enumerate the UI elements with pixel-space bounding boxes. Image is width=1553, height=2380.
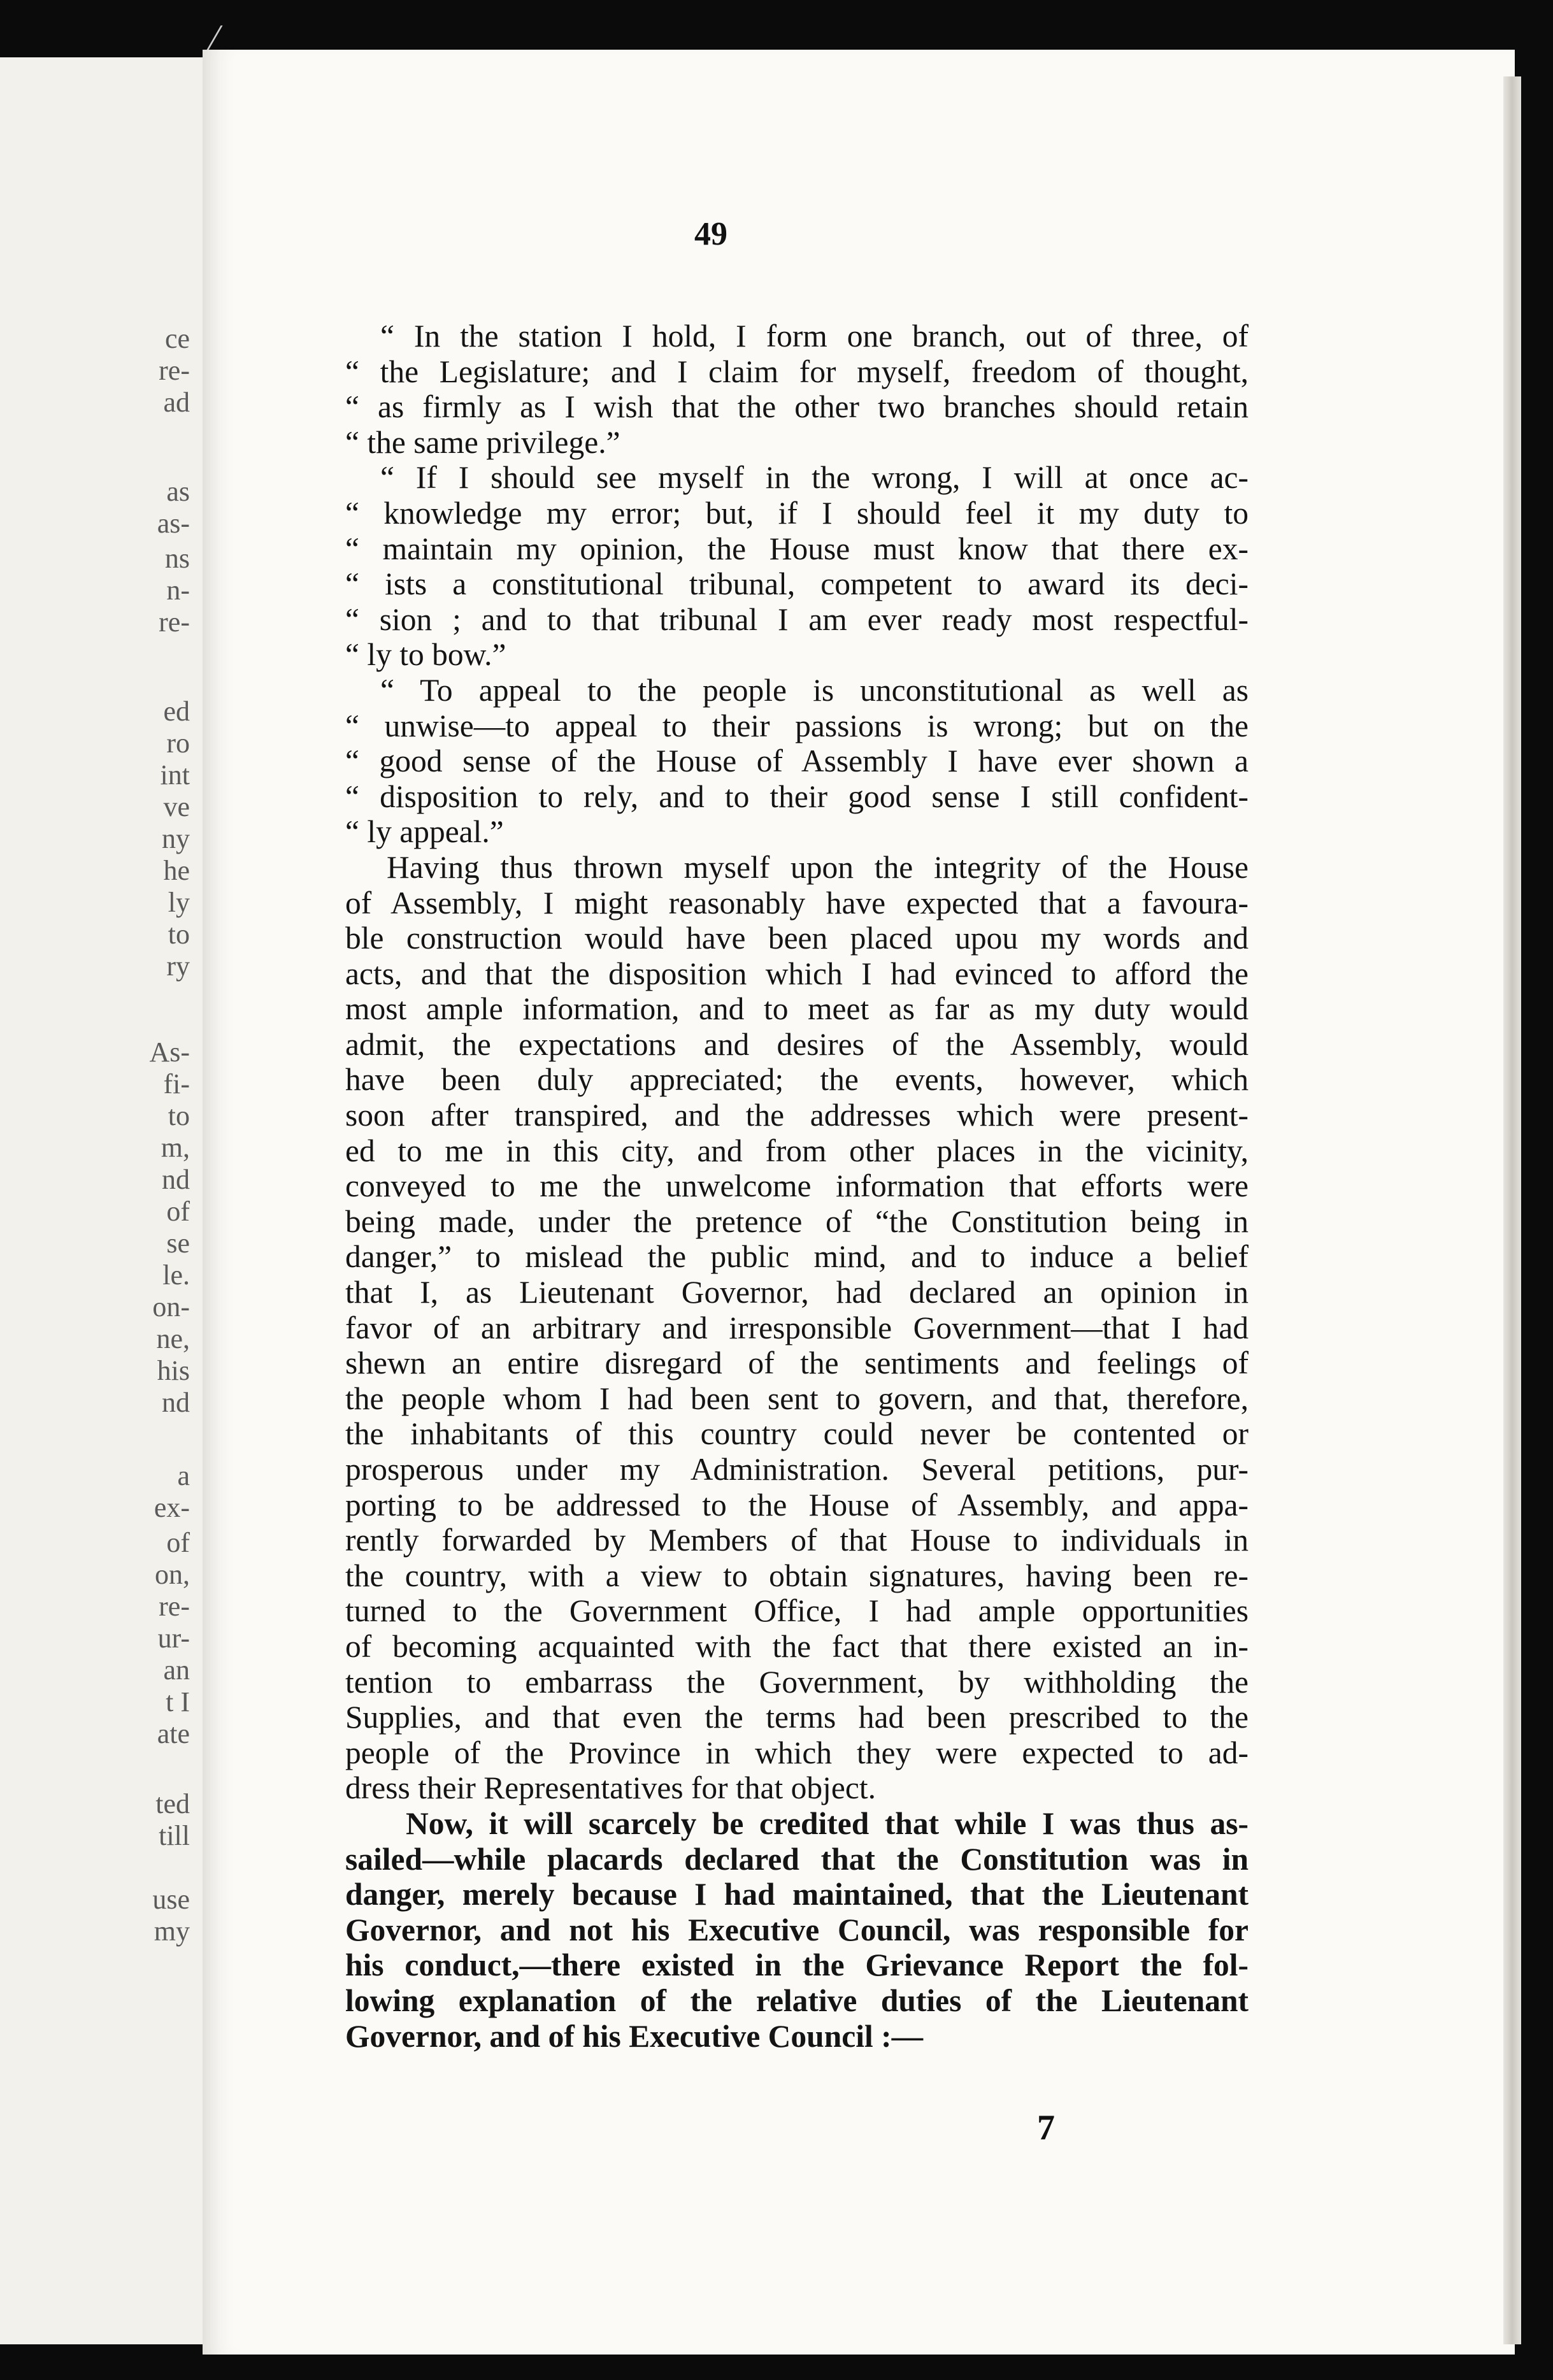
margin-fragment: my [154, 1916, 190, 1947]
margin-fragment: his [157, 1355, 190, 1386]
margin-fragment: on- [152, 1291, 190, 1323]
margin-fragment: ro [166, 728, 190, 759]
text-line: being made, under the pretence of “the Constitution being in [345, 1203, 1249, 1239]
margin-fragment: to [168, 1100, 190, 1131]
margin-fragment: ns [164, 543, 190, 574]
margin-fragment: m, [161, 1132, 190, 1163]
margin-fragment: ex- [154, 1492, 190, 1523]
margin-fragment: till [159, 1820, 190, 1851]
margin-fragment: ne, [156, 1323, 190, 1354]
page-body-text [345, 319, 1249, 2054]
text-line: rently forwarded by Members of that House to individuals in [345, 1523, 1249, 1558]
margin-fragment: as [166, 476, 190, 507]
margin-fragment: an [163, 1654, 190, 1686]
text-line: “ the Legislature; and I claim for myself, freedom of thought, [345, 354, 1249, 389]
text-line: the inhabitants of this country could never be contented or [345, 1416, 1249, 1452]
margin-fragment: use [152, 1884, 190, 1915]
text-line: sailed—while placards declared that the Constitution was in [345, 1841, 1249, 1877]
margin-fragment: fi- [163, 1068, 190, 1100]
text-line: “ ly appeal.” [345, 814, 504, 850]
facing-page-edge [0, 57, 203, 2344]
text-line: “ If I should see myself in the wrong, I will at once ac- [380, 460, 1249, 496]
margin-fragment: As- [149, 1036, 190, 1068]
margin-fragment: ry [166, 950, 190, 982]
margin-fragment: ly [168, 887, 190, 918]
text-line: porting to be addressed to the House of Assembly, and appa- [345, 1487, 1249, 1523]
margin-fragment: nd [162, 1387, 190, 1418]
page-number: 49 [694, 216, 727, 252]
text-line: “ the same privilege.” [345, 424, 620, 460]
margin-fragment: of [166, 1196, 190, 1227]
text-line: prosperous under my Administration. Several petitions, pur- [345, 1452, 1249, 1487]
text-line: ed to me in this city, and from other places in the vicinity, [345, 1133, 1249, 1168]
text-line: “ In the station I hold, I form one branch, out of three, of [380, 319, 1249, 354]
text-line: shewn an entire disregard of the sentiments and feelings of [345, 1345, 1249, 1381]
signature-mark: 7 [1037, 2108, 1055, 2147]
margin-fragment: ted [155, 1788, 190, 1819]
text-line: “ ly to bow.” [345, 637, 506, 673]
text-line: most ample information, and to meet as far as my duty would [345, 991, 1249, 1027]
text-line: turned to the Government Office, I had ample opportunities [345, 1593, 1249, 1629]
text-line: danger, merely because I had maintained, that the Lieutenant [345, 1877, 1249, 1912]
text-line: the country, with a view to obtain signatures, having been re- [345, 1558, 1249, 1593]
margin-fragment: le. [162, 1259, 190, 1291]
margin-fragment: a [177, 1460, 190, 1491]
margin-fragment: on, [155, 1559, 190, 1590]
text-line: Having thus thrown myself upon the integrity of the House [387, 849, 1249, 885]
text-line: dress their Representatives for that object. [345, 1770, 876, 1806]
scan-artifact [206, 25, 248, 51]
margin-fragment: ce [164, 323, 190, 354]
margin-fragment: int [160, 759, 190, 791]
text-line: “ ists a constitutional tribunal, competent to award its deci- [345, 566, 1249, 602]
margin-fragment: ad [163, 387, 190, 418]
margin-fragment: of [166, 1527, 190, 1558]
margin-fragment: re- [159, 1591, 190, 1622]
margin-fragment: nd [162, 1164, 190, 1195]
text-line: that I, as Lieutenant Governor, had declared an opinion in [345, 1275, 1249, 1310]
margin-fragment: ed [163, 696, 190, 727]
text-line: admit, the expectations and desires of the Assembly, would [345, 1026, 1249, 1062]
text-line: Supplies, and that even the terms had been prescribed to the [345, 1700, 1249, 1735]
margin-fragment: ve [163, 791, 190, 822]
text-line: his conduct,—there existed in the Grievance Report the fol- [345, 1947, 1249, 1983]
margin-fragment: to [168, 919, 190, 950]
margin-fragment: n- [166, 575, 190, 606]
text-line: Governor, and not his Executive Council, was responsible for [345, 1912, 1249, 1947]
margin-fragment: he [163, 855, 190, 886]
text-line: favor of an arbitrary and irresponsible Government—that I had [345, 1310, 1249, 1345]
text-line: ble construction would have been placed upou my words and [345, 921, 1249, 956]
text-line: have been duly appreciated; the events, however, which [345, 1062, 1249, 1098]
text-line: lowing explanation of the relative duties of the Lieutenant [345, 1982, 1249, 2018]
text-line: “ sion ; and to that tribunal I am ever ready most respectful- [345, 601, 1249, 637]
text-line: “ To appeal to the people is unconstitutional as well as [380, 672, 1249, 708]
text-line: Governor, and of his Executive Council :— [345, 2018, 924, 2054]
margin-fragment: ur- [157, 1623, 190, 1654]
text-line: Now, it will scarcely be credited that while I was thus as- [406, 1805, 1249, 1841]
text-line: conveyed to me the unwelcome information that efforts were [345, 1168, 1249, 1204]
text-line: “ knowledge my error; but, if I should feel it my duty to [345, 495, 1249, 531]
text-line: the people whom I had been sent to govern, and that, therefore, [345, 1380, 1249, 1416]
text-line: “ as firmly as I wish that the other two branches should retain [345, 389, 1249, 425]
margin-fragment: ate [157, 1718, 190, 1749]
margin-fragment: re- [159, 355, 190, 386]
text-line: of becoming acquainted with the fact that there existed an in- [345, 1628, 1249, 1664]
text-line: “ disposition to rely, and to their good sense I still confident- [345, 778, 1249, 814]
text-line: soon after transpired, and the addresses which were present- [345, 1098, 1249, 1133]
text-line: danger,” to mislead the public mind, and to induce a belief [345, 1239, 1249, 1275]
text-line: people of the Province in which they were expected to ad- [345, 1735, 1249, 1770]
text-line: “ maintain my opinion, the House must know that there ex- [345, 531, 1249, 566]
text-line: “ good sense of the House of Assembly I have ever shown a [345, 743, 1249, 779]
margin-fragment: ny [162, 823, 190, 854]
text-line: acts, and that the disposition which I had evinced to afford the [345, 956, 1249, 991]
text-line: of Assembly, I might reasonably have expected that a favoura- [345, 885, 1249, 921]
margin-fragment: re- [159, 606, 190, 638]
margin-fragment: t I [166, 1686, 190, 1717]
margin-fragment: as- [157, 508, 190, 539]
page-edge-shading [1503, 76, 1521, 2344]
margin-fragment: se [166, 1228, 190, 1259]
text-line: tention to embarrass the Government, by withholding the [345, 1664, 1249, 1700]
text-line: “ unwise—to appeal to their passions is wrong; but on the [345, 708, 1249, 743]
